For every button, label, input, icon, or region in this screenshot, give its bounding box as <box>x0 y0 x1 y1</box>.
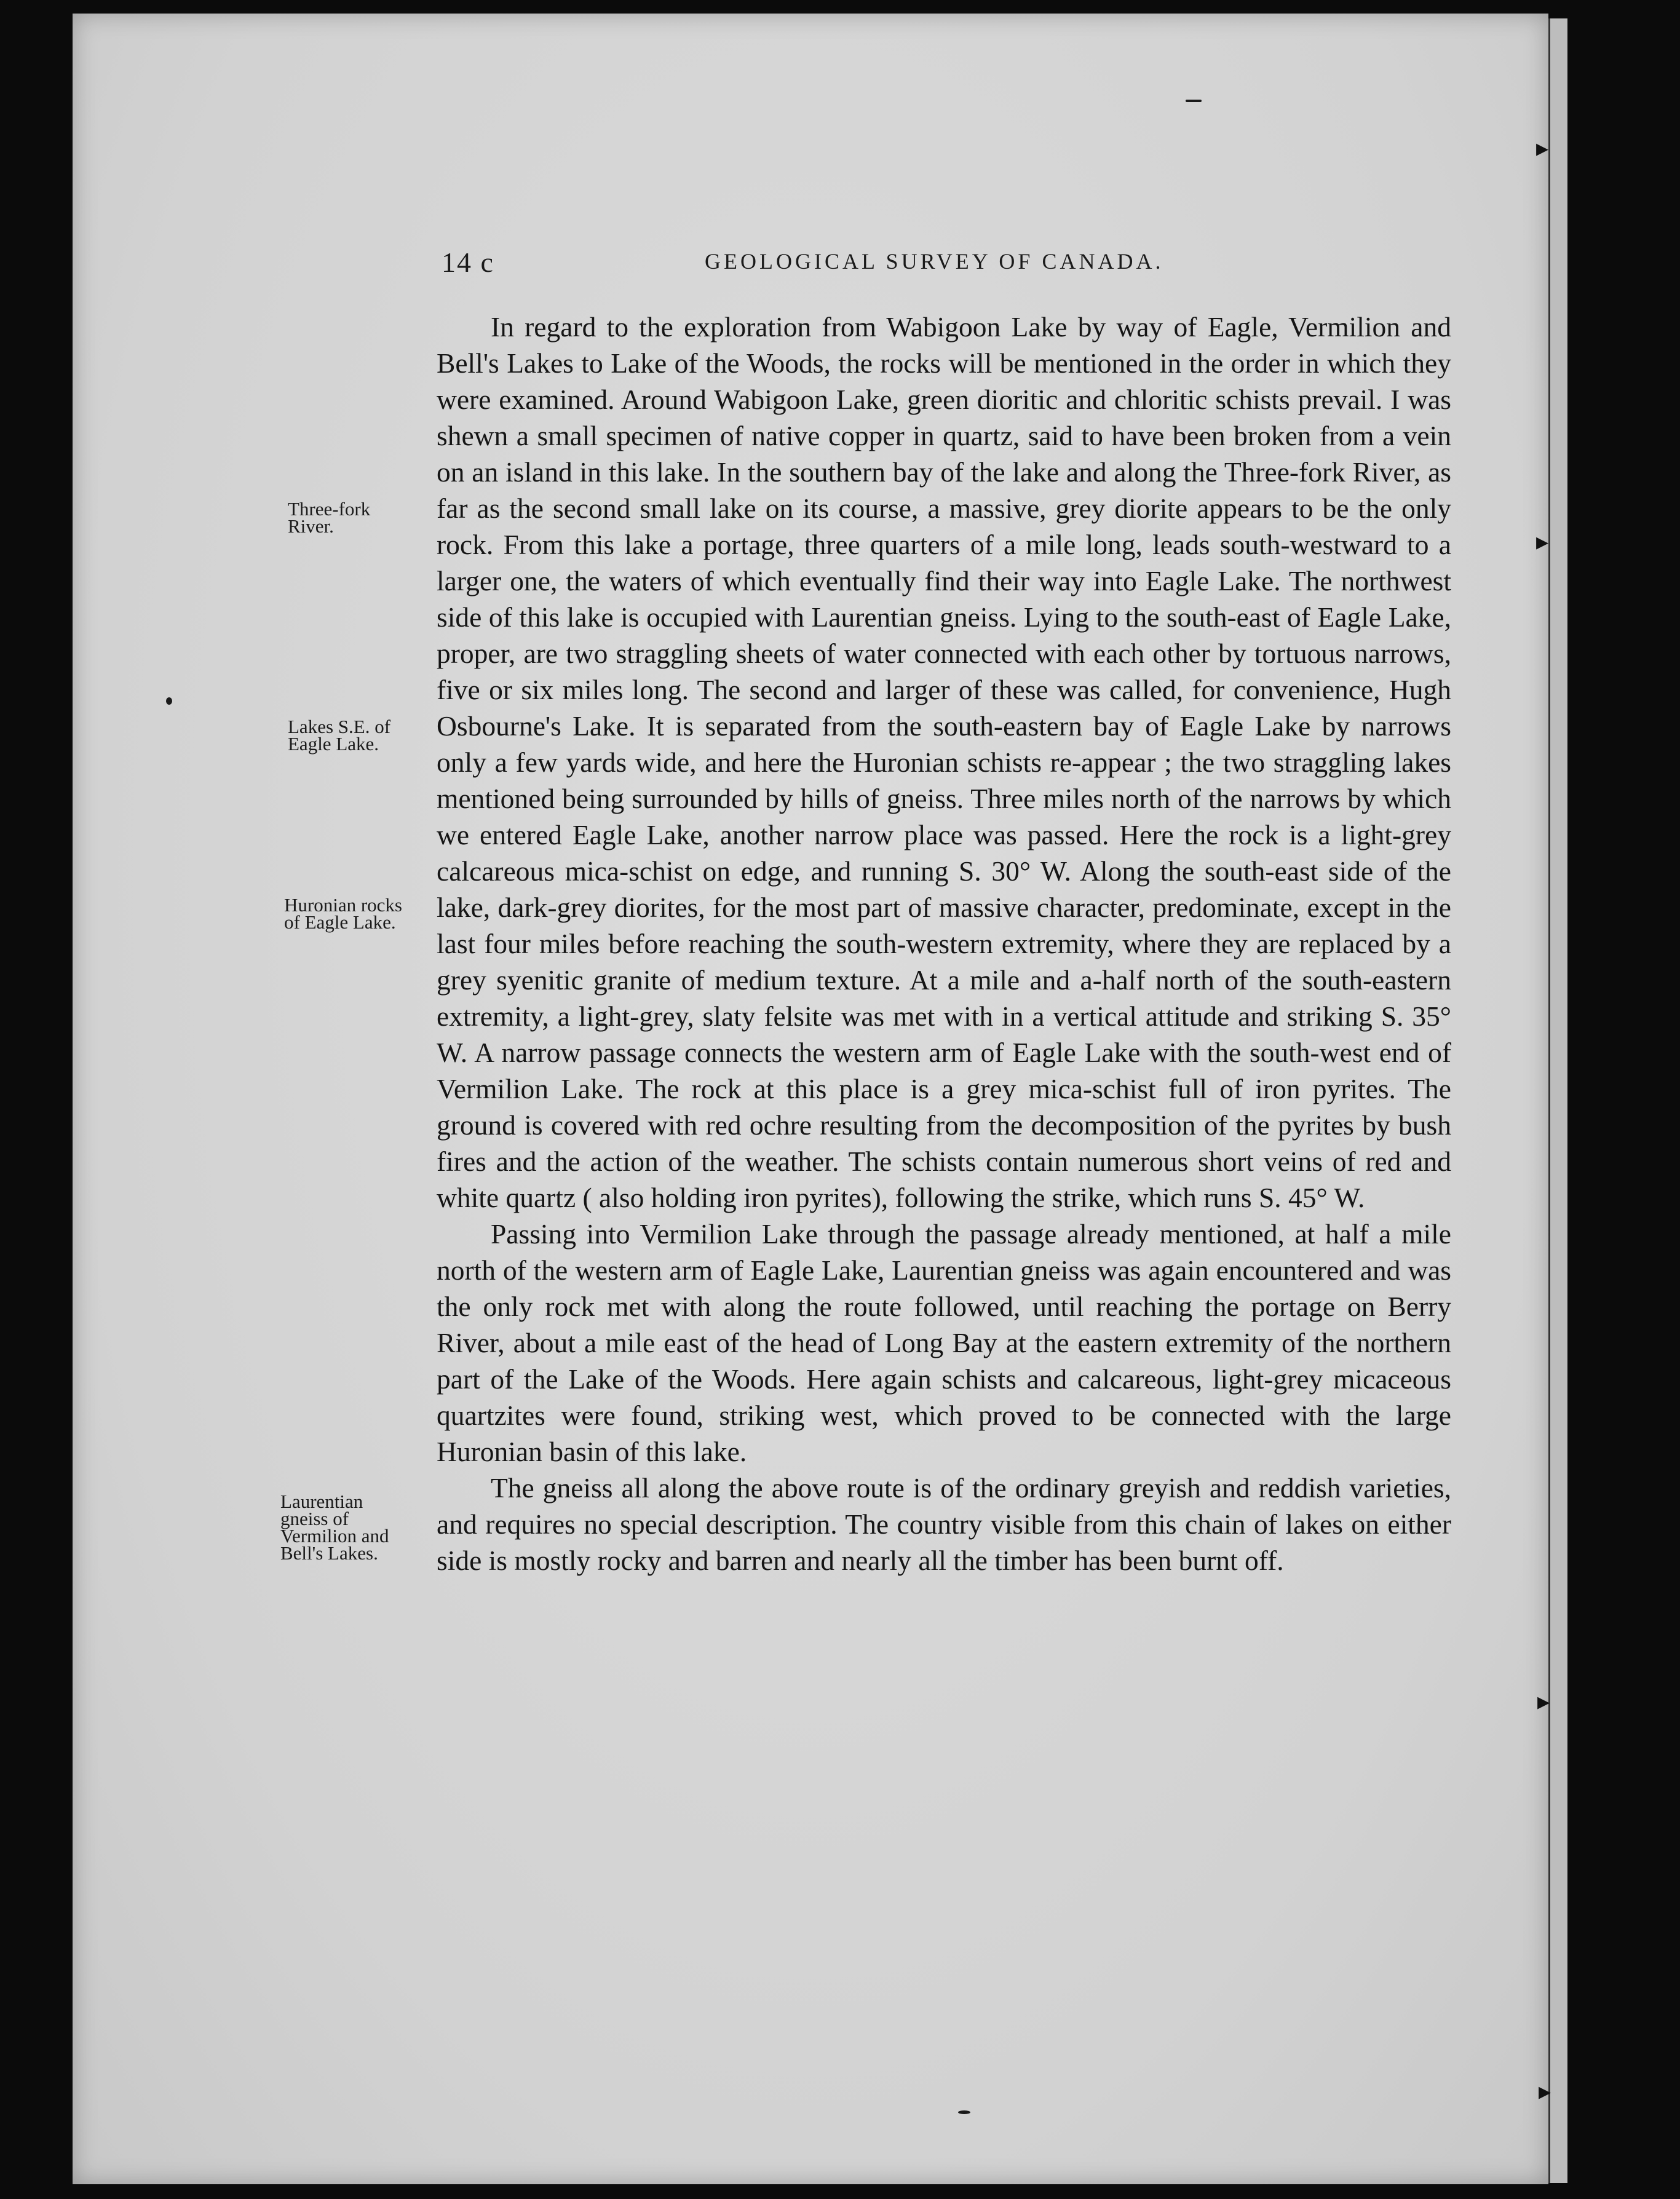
margin-note-lakes-se-eagle-lake: Lakes S.E. of Eagle Lake. <box>288 716 391 755</box>
scan-speck <box>958 2110 970 2114</box>
margin-note-huronian-rocks: Huronian rocks of Eagle Lake. <box>284 894 402 933</box>
page-number: 14 c <box>442 247 494 278</box>
edge-tab-mark: ▸ <box>1536 134 1549 162</box>
scan-speck <box>166 697 172 705</box>
margin-note-three-fork-river: Three-fork River. <box>288 498 371 537</box>
body-text <box>437 309 1451 1579</box>
edge-tab-mark: ▸ <box>1539 2077 1551 2106</box>
paragraph-3: The gneiss all along the above route is of the ordinary greyish and reddish varieties, and requires no special description. The country visible from this chain of lakes on either side is mostly rocky and barren and nearly all the timber has been burnt off. <box>437 1472 1451 1576</box>
edge-tab-mark: ▸ <box>1537 1687 1550 1716</box>
running-head: GEOLOGICAL SURVEY OF CANADA. <box>705 249 1164 274</box>
edge-tab-mark: ▸ <box>1536 528 1549 556</box>
scan-speck <box>1186 100 1202 102</box>
binding-edge <box>1548 18 1567 2183</box>
paragraph-1: In regard to the exploration from Wabigoon Lake by way of Eagle, Vermilion and Bell's Lakes to Lake of the Woods, the rocks will be mentioned in the order in which they were examined. Around Wabigoon Lake, green dioritic and chloritic schists prevail. I was shewn a small specimen of native copper in quartz, said to have been broken from a vein on an island in this lake. In the southern bay of the lake and along the Three-fork River, as far as the second small lake on its course, a massive, grey diorite appears to be the only rock. From this lake a portage, three quarters of a mile long, leads south-westward to a larger one, the waters of which eventually find their way into Eagle Lake. The northwest side of this lake is occupied with Laurentian gneiss. Lying to the south-east of Eagle Lake, proper, are two straggling sheets of water connected with each other by tortuous narrows, five or six miles long. The second and larger of these was called, for convenience, Hugh Osbourne's Lake. It is separated from the south-eastern bay of Eagle Lake by narrows only a few yards wide, and here the Huronian schists re-appear ; the two straggling lakes mentioned being surrounded by hills of gneiss. Three miles north of the narrows by which we entered Eagle Lake, another narrow place was passed. Here the rock is a light-grey calcareous mica-schist on edge, and running S. 30° W. Along the south-east side of the lake, dark-grey diorites, for the most part of massive character, predominate, except in the last four miles before reaching the south-western extremity, where they are replaced by a grey syenitic granite of medium texture. At a mile and a-half north of the south-eastern extremity, a light-grey, slaty felsite was met with in a vertical attitude and striking S. 35° W. A narrow passage connects the western arm of Eagle Lake with the south-west end of Vermilion Lake. The rock at this place is a grey mica-schist full of iron pyrites. The ground is covered with red ochre resulting from the decomposition of the pyrites by bush fires and the action of the weather. The schists contain numerous short veins of red and white quartz ( also holding iron pyrites), following the strike, which runs S. 45° W. <box>437 311 1451 1213</box>
margin-note-laurentian-gneiss: Laurentian gneiss of Vermilion and Bell's Lakes. <box>280 1491 389 1564</box>
paragraph-2: Passing into Vermilion Lake through the passage already mentioned, at half a mile north of the western arm of Eagle Lake, Laurentian gneiss was again encountered and was the only rock met with along the route followed, until reaching the portage on Berry River, about a mile east of the head of Long Bay at the eastern extremity of the northern part of the Lake of the Woods. Here again schists and calcareous, light-grey micaceous quartzites were found, striking west, which proved to be connected with the large Huronian basin of this lake. <box>437 1218 1451 1467</box>
book-page <box>73 14 1548 2184</box>
